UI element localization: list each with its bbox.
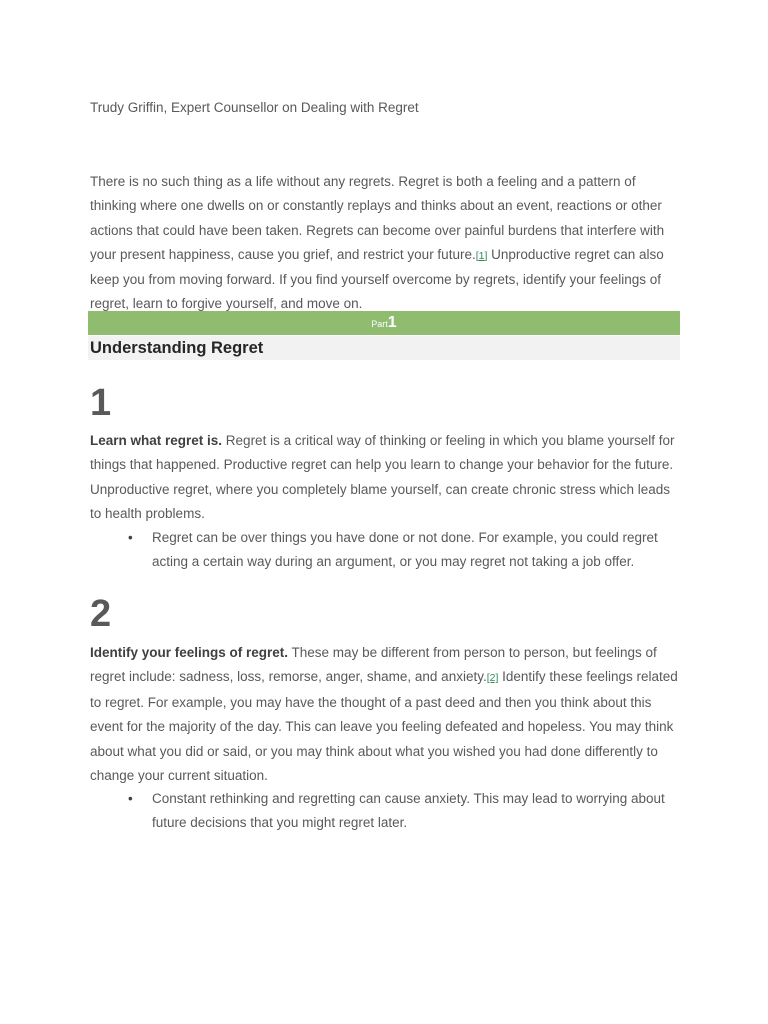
document-title: Trudy Griffin, Expert Counsellor on Dealing with Regret <box>90 100 419 115</box>
intro-paragraph <box>90 170 680 317</box>
step-1-bold-lead: Learn what regret is. <box>90 433 223 448</box>
part-banner <box>88 311 680 335</box>
bullet-icon: • <box>128 530 133 545</box>
section-heading: Understanding Regret <box>88 336 680 360</box>
step-1-text: Regret is a critical way of thinking or feeling in which you blame yourself for things that happened. Productive regret can help you learn to change your behavior for the future. Unproductive regret, where you completely blame yourself, can create chronic stress which leads to health problems. <box>90 433 675 522</box>
step-2-text: These may be different from person to person, but feelings of regret include: sadness, loss, remorse, anger, shame, and anxiety. <box>90 645 657 685</box>
step-2-text-continued: Identify these feelings related to regret. For example, you may have the thought of a past deed and then you think about this event for the majority of the day. This can leave you feeling defeated and hopeless. You may think about what you did or said, or you may think about what you wished you had done differently to change your current situation. <box>90 669 678 784</box>
step-number-1: 1 <box>90 382 112 424</box>
reference-link-2[interactable]: [2] <box>486 672 499 685</box>
step-number-2: 2 <box>90 593 112 635</box>
bullet-icon: • <box>128 791 133 806</box>
step-2-paragraph <box>90 641 680 788</box>
step-2-bullet-text: Constant rethinking and regretting can cause anxiety. This may lead to worrying about future decisions that you might regret later. <box>152 791 665 831</box>
part-number: 1 <box>387 314 397 331</box>
step-2-bullet <box>128 787 668 836</box>
part-label: Part <box>371 319 388 329</box>
step-2-bold-lead: Identify your feelings of regret. <box>90 645 289 660</box>
step-1-bullet-text: Regret can be over things you have done or not done. For example, you could regret acting a certain way during an argument, or you may regret not taking a job offer. <box>152 530 658 570</box>
step-1-bullet <box>128 526 668 575</box>
step-1-paragraph <box>90 429 680 527</box>
intro-text: There is no such thing as a life without any regrets. Regret is both a feeling and a pattern of thinking where one dwells on or constantly replays and thinks about an event, reactions or other actions that could have been taken. Regrets can become over painful burdens that interfere with your present happiness, cause you grief, and restrict your future. <box>90 174 665 262</box>
intro-text-continued: Unproductive regret can also keep you from moving forward. If you find yourself overcome by regrets, identify your feelings of regret, learn to forgive yourself, and move on. <box>90 246 664 312</box>
reference-link-1[interactable]: [1] <box>475 249 488 262</box>
